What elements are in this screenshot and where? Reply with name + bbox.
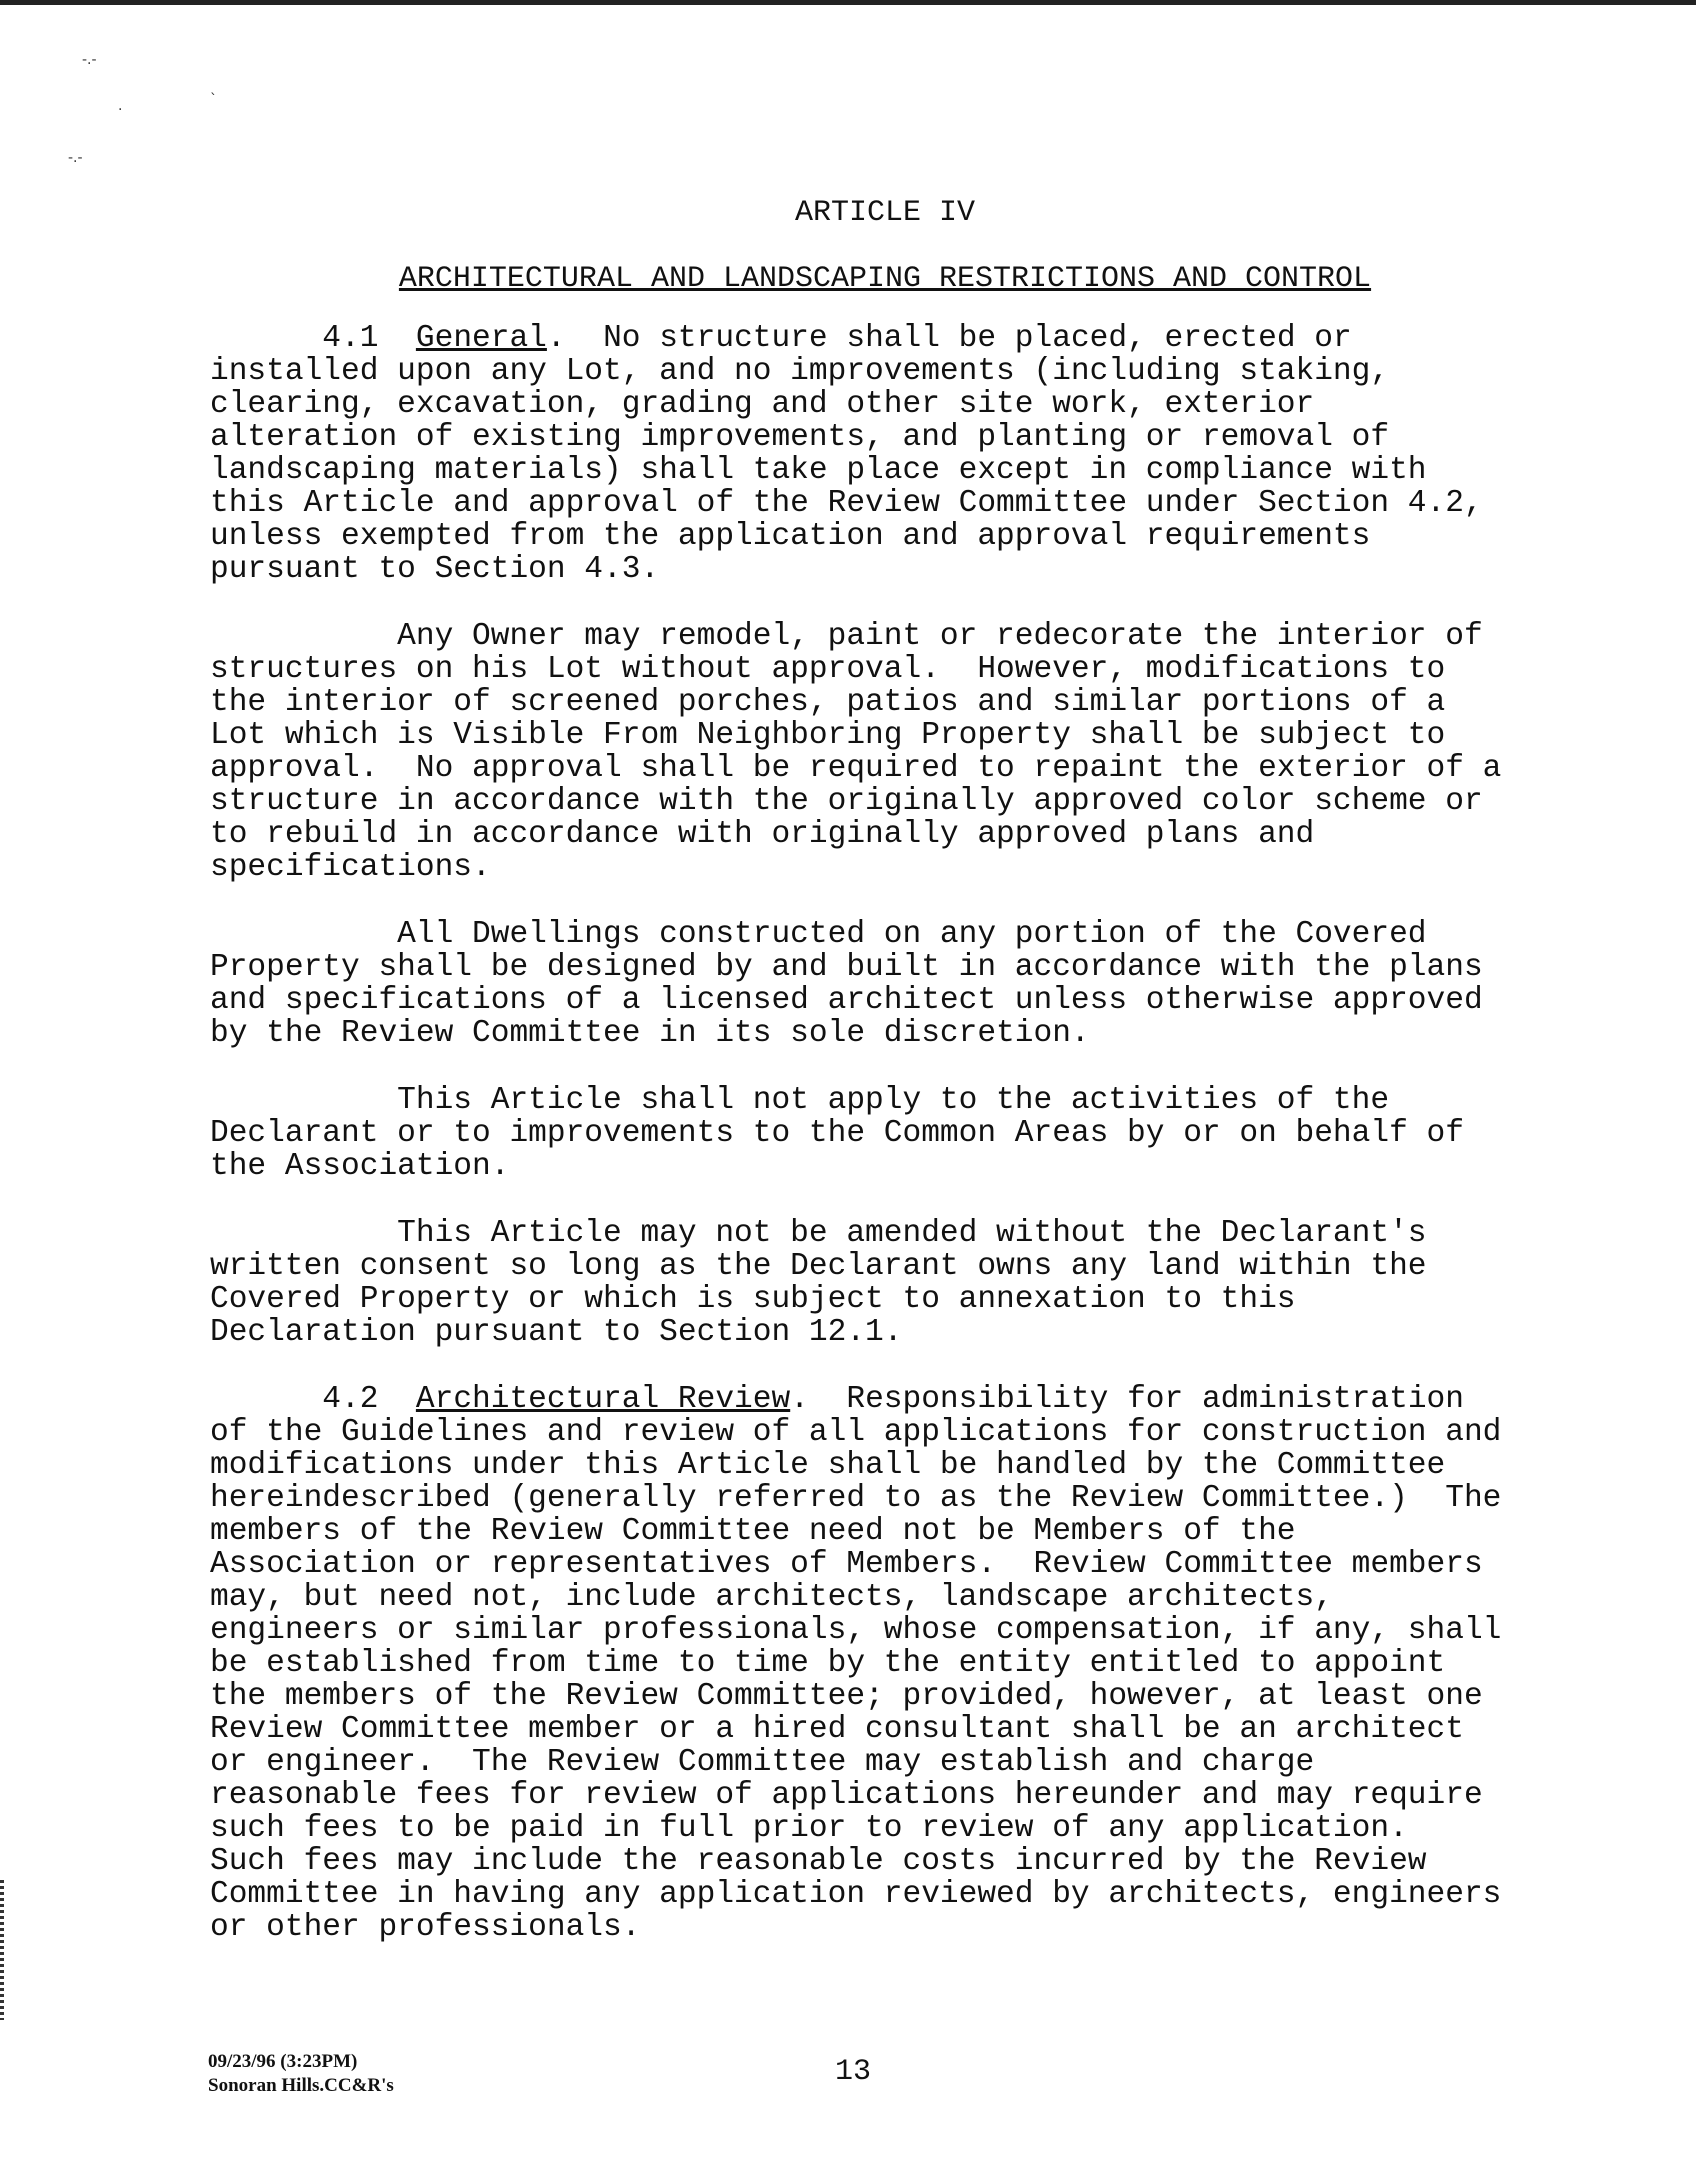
paragraph	[210, 918, 1520, 1050]
section-text: Responsibility for administration of the Guidelines and review of all applications for construction and modifications under this Article shall be handled by the Committee hereindescribed (generally referred to as the Review Committee.) The members of the Review Committee need not be Members of the Association or representatives of Members. Review Committee members may, but need not, include architects, landscape architects, engineers or similar professionals, whose compensation, if any, shall be established from time to time by the entity entitled to appoint the members of the Review Committee; provided, however, at least one Review Committee member or a hired consultant shall be an architect or engineer. The Review Committee may establish and charge reasonable fees for review of applications hereunder and may require such fees to be paid in full prior to review of any application. Such fees may include the reasonable costs incurred by the Review Committee in having any application reviewed by architects, engineers or other professionals.	[210, 1382, 1521, 1945]
section-heading: Architectural Review	[415, 1382, 791, 1417]
section-4-1: 4.1 General. No structure shall be placed, erected or installed upon any Lot, and no improvements (including staking, clearing, excavation, grading and other site work, exterior alteration of existing improvements, and planting or removal of landscaping materials) shall take place except in compliance with this Article and approval of the Review Committee under Section 4.2, unless exempted from the application and approval requirements pursuant to Section 4.3.	[210, 321, 1502, 587]
section-number: 4.2	[322, 1382, 379, 1417]
page-number: 13	[835, 2055, 872, 2089]
footer-info	[208, 2050, 394, 2098]
scan-top-edge	[0, 0, 1696, 5]
footer-filename: Sonoran Hills.CC&R's	[208, 2075, 394, 2096]
paragraph-text: This Article shall not apply to the activities of the Declarant or to improvements to the Common Areas by or on behalf of the Association.	[210, 1083, 1483, 1184]
scan-speck: .	[118, 98, 123, 114]
footer-date: 09/23/96 (3:23PM)	[208, 2051, 358, 2072]
section-heading: General	[415, 321, 547, 356]
paragraph	[210, 620, 1520, 884]
document-body	[210, 196, 1520, 1944]
scan-left-edge	[0, 1880, 4, 2020]
scan-speck: -.-	[68, 150, 83, 166]
paragraph	[210, 1084, 1520, 1183]
paragraph	[210, 1217, 1520, 1349]
section-text: No structure shall be placed, erected or installed upon any Lot, and no improvements (including staking, clearing, excavation, grading and other site work, exterior alteration of existing improvements, and planting or removal of landscaping materials) shall take place except in compliance with this Article and approval of the Review Committee under Section 4.2, unless exempted from the application and approval requirements pursuant to Section 4.3.	[210, 321, 1502, 587]
paragraph-text: This Article may not be amended without the Declarant's written consent so long as the Declarant owns any land within the Covered Property or which is subject to annexation to this Declaration pursuant to Section 12.1.	[210, 1216, 1446, 1350]
scan-speck: -.-	[82, 52, 97, 68]
paragraph-text: All Dwellings constructed on any portion of the Covered Property shall be designed by and built in accordance with the plans and specifications of a licensed architect unless otherwise approved by the Review Committee in its sole discretion.	[210, 917, 1502, 1051]
scan-speck: `	[210, 92, 217, 108]
article-title: ARTICLE IV	[794, 196, 976, 230]
article-subtitle: ARCHITECTURAL AND LANDSCAPING RESTRICTIONS AND CONTROL	[398, 262, 1372, 296]
section-number: 4.1	[322, 321, 379, 356]
paragraph-text: Any Owner may remodel, paint or redecorate the interior of structures on his Lot without approval. However, modifications to the interior of screened porches, patios and similar portions of a Lot which is Visible From Neighboring Property shall be subject to approval. No approval shall be required to repaint the exterior of a structure in accordance with the originally approved color scheme or to rebuild in accordance with originally approved plans and specifications.	[210, 619, 1521, 885]
section-4-2: 4.2 Architectural Review. Responsibility for administration of the Guidelines and review of all applications for construction and modifications under this Article shall be handled by the Committee hereindescribed (generally referred to as the Review Committee.) The members of the Review Committee need not be Members of the Association or representatives of Members. Review Committee members may, but need not, include architects, landscape architects, engineers or similar professionals, whose compensation, if any, shall be established from time to time by the entity entitled to appoint the members of the Review Committee; provided, however, at least one Review Committee member or a hired consultant shall be an architect or engineer. The Review Committee may establish and charge reasonable fees for review of applications hereunder and may require such fees to be paid in full prior to review of any application. Such fees may include the reasonable costs incurred by the Review Committee in having any application reviewed by architects, engineers or other professionals.	[210, 1382, 1521, 1945]
